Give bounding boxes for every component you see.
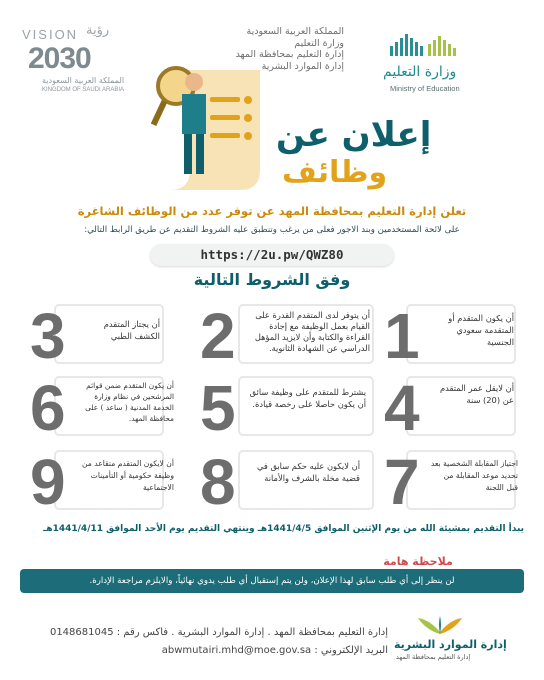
vision-kingdom-en: KINGDOM OF SAUDI ARABIA <box>42 87 125 93</box>
condition-text: أن يكون المتقدم ضمن قوائم المرشحين في نظام وزارة الخدمة المدنية ( ساعد ) على محافظة المهد. <box>85 381 174 423</box>
ministry-logo-icon <box>390 32 470 62</box>
condition-card <box>198 300 378 372</box>
vision-2030-logo-word: VISION <box>22 27 79 42</box>
condition-text: أن يتوفر لدى المتقدم القدرة على القيام بعمل الوظيفة مع إجادة القراءة والكتابة وأن لايزيد المؤهل الدراسي عن الشهادة الثانوية. <box>254 310 370 353</box>
condition-text: أن يكون المتقدم أو المتقدمة سعودي الجنسية <box>448 313 514 347</box>
condition-card <box>378 372 528 444</box>
application-dates: يبدأ التقديم بمشيئة الله من يوم الإثنين الموافق 1441/4/5هـ وينتهي التقديم يوم الأحد الموافق 1441/4/11هـ <box>43 524 524 534</box>
condition-number: 5 <box>200 372 236 444</box>
condition-number: 2 <box>200 300 236 372</box>
hr-logo-title: إدارة الموارد البشرية <box>394 638 507 651</box>
condition-text: اجتياز المقابلة الشخصية بعد تحديد موعد المقابلة من قبل اللجنة <box>430 459 518 492</box>
hr-logo-icon <box>410 614 470 638</box>
org-line: إدارة التعليم بمحافظة المهد <box>235 49 344 60</box>
condition-text: أن يجتاز المتقدم الكشف الطبي <box>103 319 160 341</box>
vision-2030-logo-arabic: رؤية <box>86 23 110 38</box>
footer-email[interactable]: البريد الإلكتروني : abwmutairi.mhd@moe.gov.sa <box>161 645 388 656</box>
condition-card <box>198 446 378 518</box>
job-illustration <box>150 60 280 200</box>
condition-number: 1 <box>384 300 420 372</box>
note-heading: ملاحظة هامة <box>383 555 453 568</box>
org-line: المملكة العربية السعودية <box>246 26 344 37</box>
condition-card <box>24 300 174 372</box>
conditions-heading: وفق الشروط التالية <box>193 270 351 289</box>
condition-card <box>24 372 174 444</box>
vision-2030-logo-year: 2030 <box>28 42 91 75</box>
intro-details: على لائحة المستخدمين وبند الاجور فعلى من يرغب وتنطبق عليه الشروط التقديم عن طريق الرابط التالي: <box>84 225 460 235</box>
condition-card <box>24 446 174 518</box>
condition-number: 3 <box>30 300 66 372</box>
org-line: إدارة الموارد البشرية <box>261 60 344 72</box>
condition-card <box>378 446 528 518</box>
condition-number: 6 <box>30 372 66 444</box>
intro-headline: تعلن إدارة التعليم بمحافظة المهد عن توفر عدد من الوظائف الشاغرة <box>77 204 467 218</box>
condition-number: 9 <box>30 446 66 518</box>
announcement-subtitle: وظائف <box>282 155 388 190</box>
announcement-title: إعلان عن <box>276 115 432 155</box>
ministry-name-ar: وزارة التعليم <box>383 64 457 80</box>
vision-kingdom-ar: المملكة العربية السعودية <box>42 76 125 85</box>
application-link[interactable]: https://2u.pw/QWZ80 <box>150 244 394 266</box>
condition-text: أن لايكون عليه حكم سابق في قضية مخلة بالشرف والأمانة <box>256 461 360 483</box>
condition-text: أن لايقل عمر المتقدم عن (20) سنة <box>440 383 514 405</box>
important-note: لن ينظر إلى أي طلب سابق لهذا الإعلان، ولن يتم إستقبال أي طلب يدوي نهائياً، والايلزم مراجعة الإدارة. <box>20 569 524 593</box>
condition-number: 4 <box>384 372 420 444</box>
condition-text: أن لايكون المتقدم متقاعد من وظيفة حكومية أو التأمينات الاجتماعية <box>82 459 174 492</box>
condition-card <box>198 372 378 444</box>
condition-number: 7 <box>384 446 420 518</box>
ministry-name-en: Ministry of Education <box>390 84 460 93</box>
condition-text: يشترط للمتقدم على وظيفة سائق أن يكون حاصلا على رخصة قيادة. <box>249 387 366 409</box>
footer-contact: إدارة التعليم بمحافظة المهد . إدارة الموارد البشرية . فاكس رقم : 0148681045 <box>49 627 388 638</box>
condition-number: 8 <box>200 446 236 518</box>
org-line: وزارة التعليم <box>294 37 344 49</box>
hr-logo-subtitle: إدارة التعليم بمحافظة المهد <box>396 653 471 661</box>
condition-card <box>378 300 528 372</box>
